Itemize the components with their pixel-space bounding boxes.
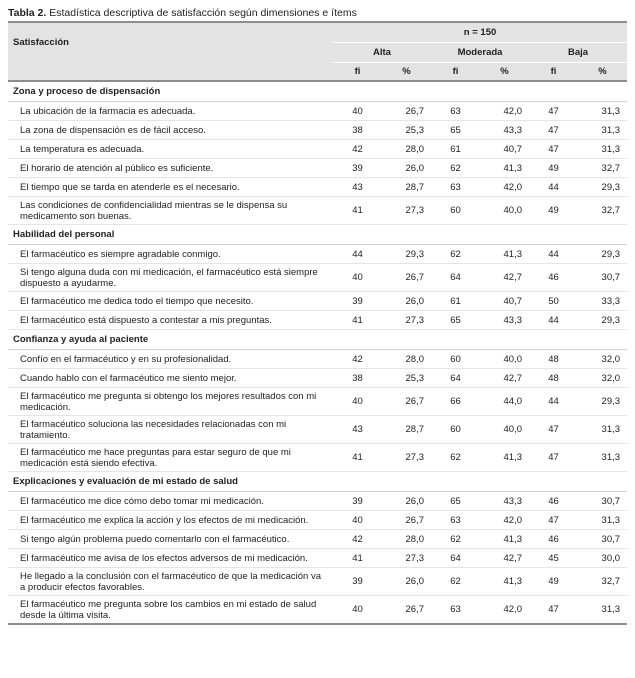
item-text: Confío en el farmacéutico y en su profesionalidad. [8, 350, 333, 369]
pct-cell: 40,7 [480, 140, 529, 159]
pct-cell: 29,3 [382, 245, 431, 264]
fi-cell: 40 [333, 102, 382, 121]
table-row [8, 197, 627, 225]
fi-cell: 39 [333, 492, 382, 511]
item-text: El horario de atención al público es suficiente. [8, 159, 333, 178]
pct-cell: 25,3 [382, 369, 431, 388]
table-number: Tabla 2. [8, 7, 47, 19]
table-row [8, 444, 627, 472]
pct-cell: 27,3 [382, 549, 431, 568]
header-sub-pct: % [382, 62, 431, 81]
table-body [8, 81, 627, 624]
pct-cell: 40,0 [480, 197, 529, 225]
fi-cell: 49 [529, 159, 578, 178]
pct-cell: 41,3 [480, 245, 529, 264]
table-row [8, 549, 627, 568]
header-group-baja: Baja [529, 42, 627, 62]
table-title: Estadística descriptiva de satisfacción según dimensiones e ítems [46, 7, 357, 19]
fi-cell: 38 [333, 121, 382, 140]
pct-cell: 30,0 [578, 549, 627, 568]
pct-cell: 31,3 [578, 102, 627, 121]
pct-cell: 32,7 [578, 568, 627, 596]
fi-cell: 47 [529, 444, 578, 472]
fi-cell: 44 [529, 178, 578, 197]
item-text: El farmacéutico me pregunta sobre los cambios en mi estado de salud desde la última visita. [8, 596, 333, 625]
pct-cell: 31,3 [578, 140, 627, 159]
table-row [8, 492, 627, 511]
pct-cell: 32,0 [578, 350, 627, 369]
fi-cell: 45 [529, 549, 578, 568]
table-row [8, 292, 627, 311]
fi-cell: 41 [333, 311, 382, 330]
fi-cell: 61 [431, 292, 480, 311]
pct-cell: 26,7 [382, 388, 431, 416]
table-row [8, 178, 627, 197]
fi-cell: 47 [529, 511, 578, 530]
table-row [8, 350, 627, 369]
fi-cell: 41 [333, 197, 382, 225]
fi-cell: 63 [431, 102, 480, 121]
table-row [8, 416, 627, 444]
fi-cell: 40 [333, 264, 382, 292]
item-text: El farmacéutico me pregunta si obtengo los mejores resultados con mi medicación. [8, 388, 333, 416]
pct-cell: 26,0 [382, 159, 431, 178]
table-row [8, 388, 627, 416]
item-text: La ubicación de la farmacia es adecuada. [8, 102, 333, 121]
pct-cell: 28,0 [382, 530, 431, 549]
header-sub-fi: fi [529, 62, 578, 81]
item-text: El farmacéutico me hace preguntas para estar seguro de que mi medicación está siendo efectiva. [8, 444, 333, 472]
pct-cell: 28,0 [382, 140, 431, 159]
fi-cell: 43 [333, 178, 382, 197]
item-text: El farmacéutico me dedica todo el tiempo que necesito. [8, 292, 333, 311]
fi-cell: 44 [529, 388, 578, 416]
fi-cell: 46 [529, 492, 578, 511]
fi-cell: 46 [529, 264, 578, 292]
fi-cell: 40 [333, 388, 382, 416]
section-header-row [8, 225, 627, 245]
item-text: El farmacéutico me explica la acción y los efectos de mi medicación. [8, 511, 333, 530]
fi-cell: 48 [529, 350, 578, 369]
item-text: El farmacéutico es siempre agradable conmigo. [8, 245, 333, 264]
header-n: n = 150 [333, 22, 627, 42]
section-title: Explicaciones y evaluación de mi estado de salud [8, 472, 627, 492]
fi-cell: 41 [333, 444, 382, 472]
pct-cell: 29,3 [578, 178, 627, 197]
pct-cell: 32,0 [578, 369, 627, 388]
section-header-row [8, 81, 627, 102]
fi-cell: 48 [529, 369, 578, 388]
pct-cell: 31,3 [578, 596, 627, 625]
pct-cell: 26,0 [382, 568, 431, 596]
fi-cell: 42 [333, 140, 382, 159]
satisfaction-table [8, 21, 627, 625]
pct-cell: 43,3 [480, 121, 529, 140]
item-text: El farmacéutico está dispuesto a contestar a mis preguntas. [8, 311, 333, 330]
pct-cell: 30,7 [578, 492, 627, 511]
pct-cell: 42,0 [480, 511, 529, 530]
fi-cell: 44 [529, 311, 578, 330]
fi-cell: 62 [431, 245, 480, 264]
pct-cell: 27,3 [382, 444, 431, 472]
fi-cell: 64 [431, 549, 480, 568]
pct-cell: 31,3 [578, 121, 627, 140]
fi-cell: 62 [431, 568, 480, 596]
item-text: El farmacéutico me dice cómo debo tomar mi medicación. [8, 492, 333, 511]
fi-cell: 47 [529, 596, 578, 625]
fi-cell: 39 [333, 292, 382, 311]
fi-cell: 44 [529, 245, 578, 264]
pct-cell: 29,3 [578, 311, 627, 330]
pct-cell: 42,7 [480, 264, 529, 292]
fi-cell: 64 [431, 264, 480, 292]
fi-cell: 60 [431, 197, 480, 225]
pct-cell: 42,0 [480, 596, 529, 625]
fi-cell: 60 [431, 350, 480, 369]
pct-cell: 42,7 [480, 549, 529, 568]
item-text: El farmacéutico soluciona las necesidades relacionadas con mi tratamiento. [8, 416, 333, 444]
item-text: La temperatura es adecuada. [8, 140, 333, 159]
pct-cell: 30,7 [578, 530, 627, 549]
pct-cell: 31,3 [578, 511, 627, 530]
item-text: Cuando hablo con el farmacéutico me siento mejor. [8, 369, 333, 388]
table-row [8, 530, 627, 549]
item-text: La zona de dispensación es de fácil acceso. [8, 121, 333, 140]
pct-cell: 27,3 [382, 311, 431, 330]
fi-cell: 47 [529, 102, 578, 121]
fi-cell: 63 [431, 178, 480, 197]
section-header-row [8, 330, 627, 350]
fi-cell: 63 [431, 596, 480, 625]
header-group-alta: Alta [333, 42, 431, 62]
item-text: El farmacéutico me avisa de los efectos adversos de mi medicación. [8, 549, 333, 568]
table-header [8, 22, 627, 81]
fi-cell: 39 [333, 159, 382, 178]
pct-cell: 26,7 [382, 102, 431, 121]
section-header-row [8, 472, 627, 492]
pct-cell: 31,3 [578, 444, 627, 472]
fi-cell: 43 [333, 416, 382, 444]
pct-cell: 41,3 [480, 530, 529, 549]
pct-cell: 42,0 [480, 178, 529, 197]
fi-cell: 41 [333, 549, 382, 568]
item-text: Si tengo algún problema puedo comentarlo con el farmacéutico. [8, 530, 333, 549]
fi-cell: 65 [431, 492, 480, 511]
fi-cell: 40 [333, 511, 382, 530]
pct-cell: 30,7 [578, 264, 627, 292]
pct-cell: 42,7 [480, 369, 529, 388]
pct-cell: 32,7 [578, 197, 627, 225]
item-text: He llegado a la conclusión con el farmacéutico de que la medicación va a producir efectos favorables. [8, 568, 333, 596]
header-sub-pct: % [578, 62, 627, 81]
header-sub-fi: fi [431, 62, 480, 81]
pct-cell: 40,0 [480, 416, 529, 444]
pct-cell: 31,3 [578, 416, 627, 444]
fi-cell: 39 [333, 568, 382, 596]
pct-cell: 26,7 [382, 511, 431, 530]
table-row [8, 311, 627, 330]
fi-cell: 44 [333, 245, 382, 264]
pct-cell: 28,7 [382, 178, 431, 197]
fi-cell: 47 [529, 140, 578, 159]
pct-cell: 28,7 [382, 416, 431, 444]
table-row [8, 369, 627, 388]
fi-cell: 62 [431, 159, 480, 178]
pct-cell: 33,3 [578, 292, 627, 311]
pct-cell: 43,3 [480, 311, 529, 330]
fi-cell: 63 [431, 511, 480, 530]
item-text: Las condiciones de confidencialidad mientras se le dispensa su medicamento son buenas. [8, 197, 333, 225]
section-title: Habilidad del personal [8, 225, 627, 245]
pct-cell: 26,0 [382, 292, 431, 311]
fi-cell: 49 [529, 568, 578, 596]
fi-cell: 64 [431, 369, 480, 388]
pct-cell: 41,3 [480, 159, 529, 178]
fi-cell: 42 [333, 530, 382, 549]
fi-cell: 65 [431, 311, 480, 330]
fi-cell: 62 [431, 444, 480, 472]
pct-cell: 27,3 [382, 197, 431, 225]
pct-cell: 29,3 [578, 245, 627, 264]
table-row [8, 159, 627, 178]
table-row [8, 121, 627, 140]
fi-cell: 49 [529, 197, 578, 225]
section-title: Zona y proceso de dispensación [8, 81, 627, 102]
table-caption [8, 5, 627, 21]
table-row [8, 245, 627, 264]
pct-cell: 25,3 [382, 121, 431, 140]
pct-cell: 41,3 [480, 568, 529, 596]
pct-cell: 41,3 [480, 444, 529, 472]
pct-cell: 28,0 [382, 350, 431, 369]
table-row [8, 102, 627, 121]
fi-cell: 62 [431, 530, 480, 549]
item-text: Si tengo alguna duda con mi medicación, el farmacéutico está siempre dispuesto a ayudarme. [8, 264, 333, 292]
fi-cell: 66 [431, 388, 480, 416]
table-row [8, 568, 627, 596]
table-row [8, 511, 627, 530]
pct-cell: 29,3 [578, 388, 627, 416]
header-group-moderada: Moderada [431, 42, 529, 62]
pct-cell: 40,0 [480, 350, 529, 369]
item-text: El tiempo que se tarda en atenderle es el necesario. [8, 178, 333, 197]
section-title: Confianza y ayuda al paciente [8, 330, 627, 350]
pct-cell: 44,0 [480, 388, 529, 416]
fi-cell: 60 [431, 416, 480, 444]
fi-cell: 47 [529, 121, 578, 140]
pct-cell: 26,7 [382, 596, 431, 625]
fi-cell: 61 [431, 140, 480, 159]
header-sub-pct: % [480, 62, 529, 81]
fi-cell: 47 [529, 416, 578, 444]
pct-cell: 40,7 [480, 292, 529, 311]
fi-cell: 65 [431, 121, 480, 140]
pct-cell: 42,0 [480, 102, 529, 121]
pct-cell: 26,7 [382, 264, 431, 292]
fi-cell: 46 [529, 530, 578, 549]
pct-cell: 32,7 [578, 159, 627, 178]
table-row [8, 596, 627, 625]
fi-cell: 38 [333, 369, 382, 388]
header-satisfaccion: Satisfacción [8, 22, 333, 62]
fi-cell: 50 [529, 292, 578, 311]
table-row [8, 264, 627, 292]
pct-cell: 43,3 [480, 492, 529, 511]
table-row [8, 140, 627, 159]
header-sub-fi: fi [333, 62, 382, 81]
fi-cell: 40 [333, 596, 382, 625]
header-blank [8, 62, 333, 81]
fi-cell: 42 [333, 350, 382, 369]
pct-cell: 26,0 [382, 492, 431, 511]
